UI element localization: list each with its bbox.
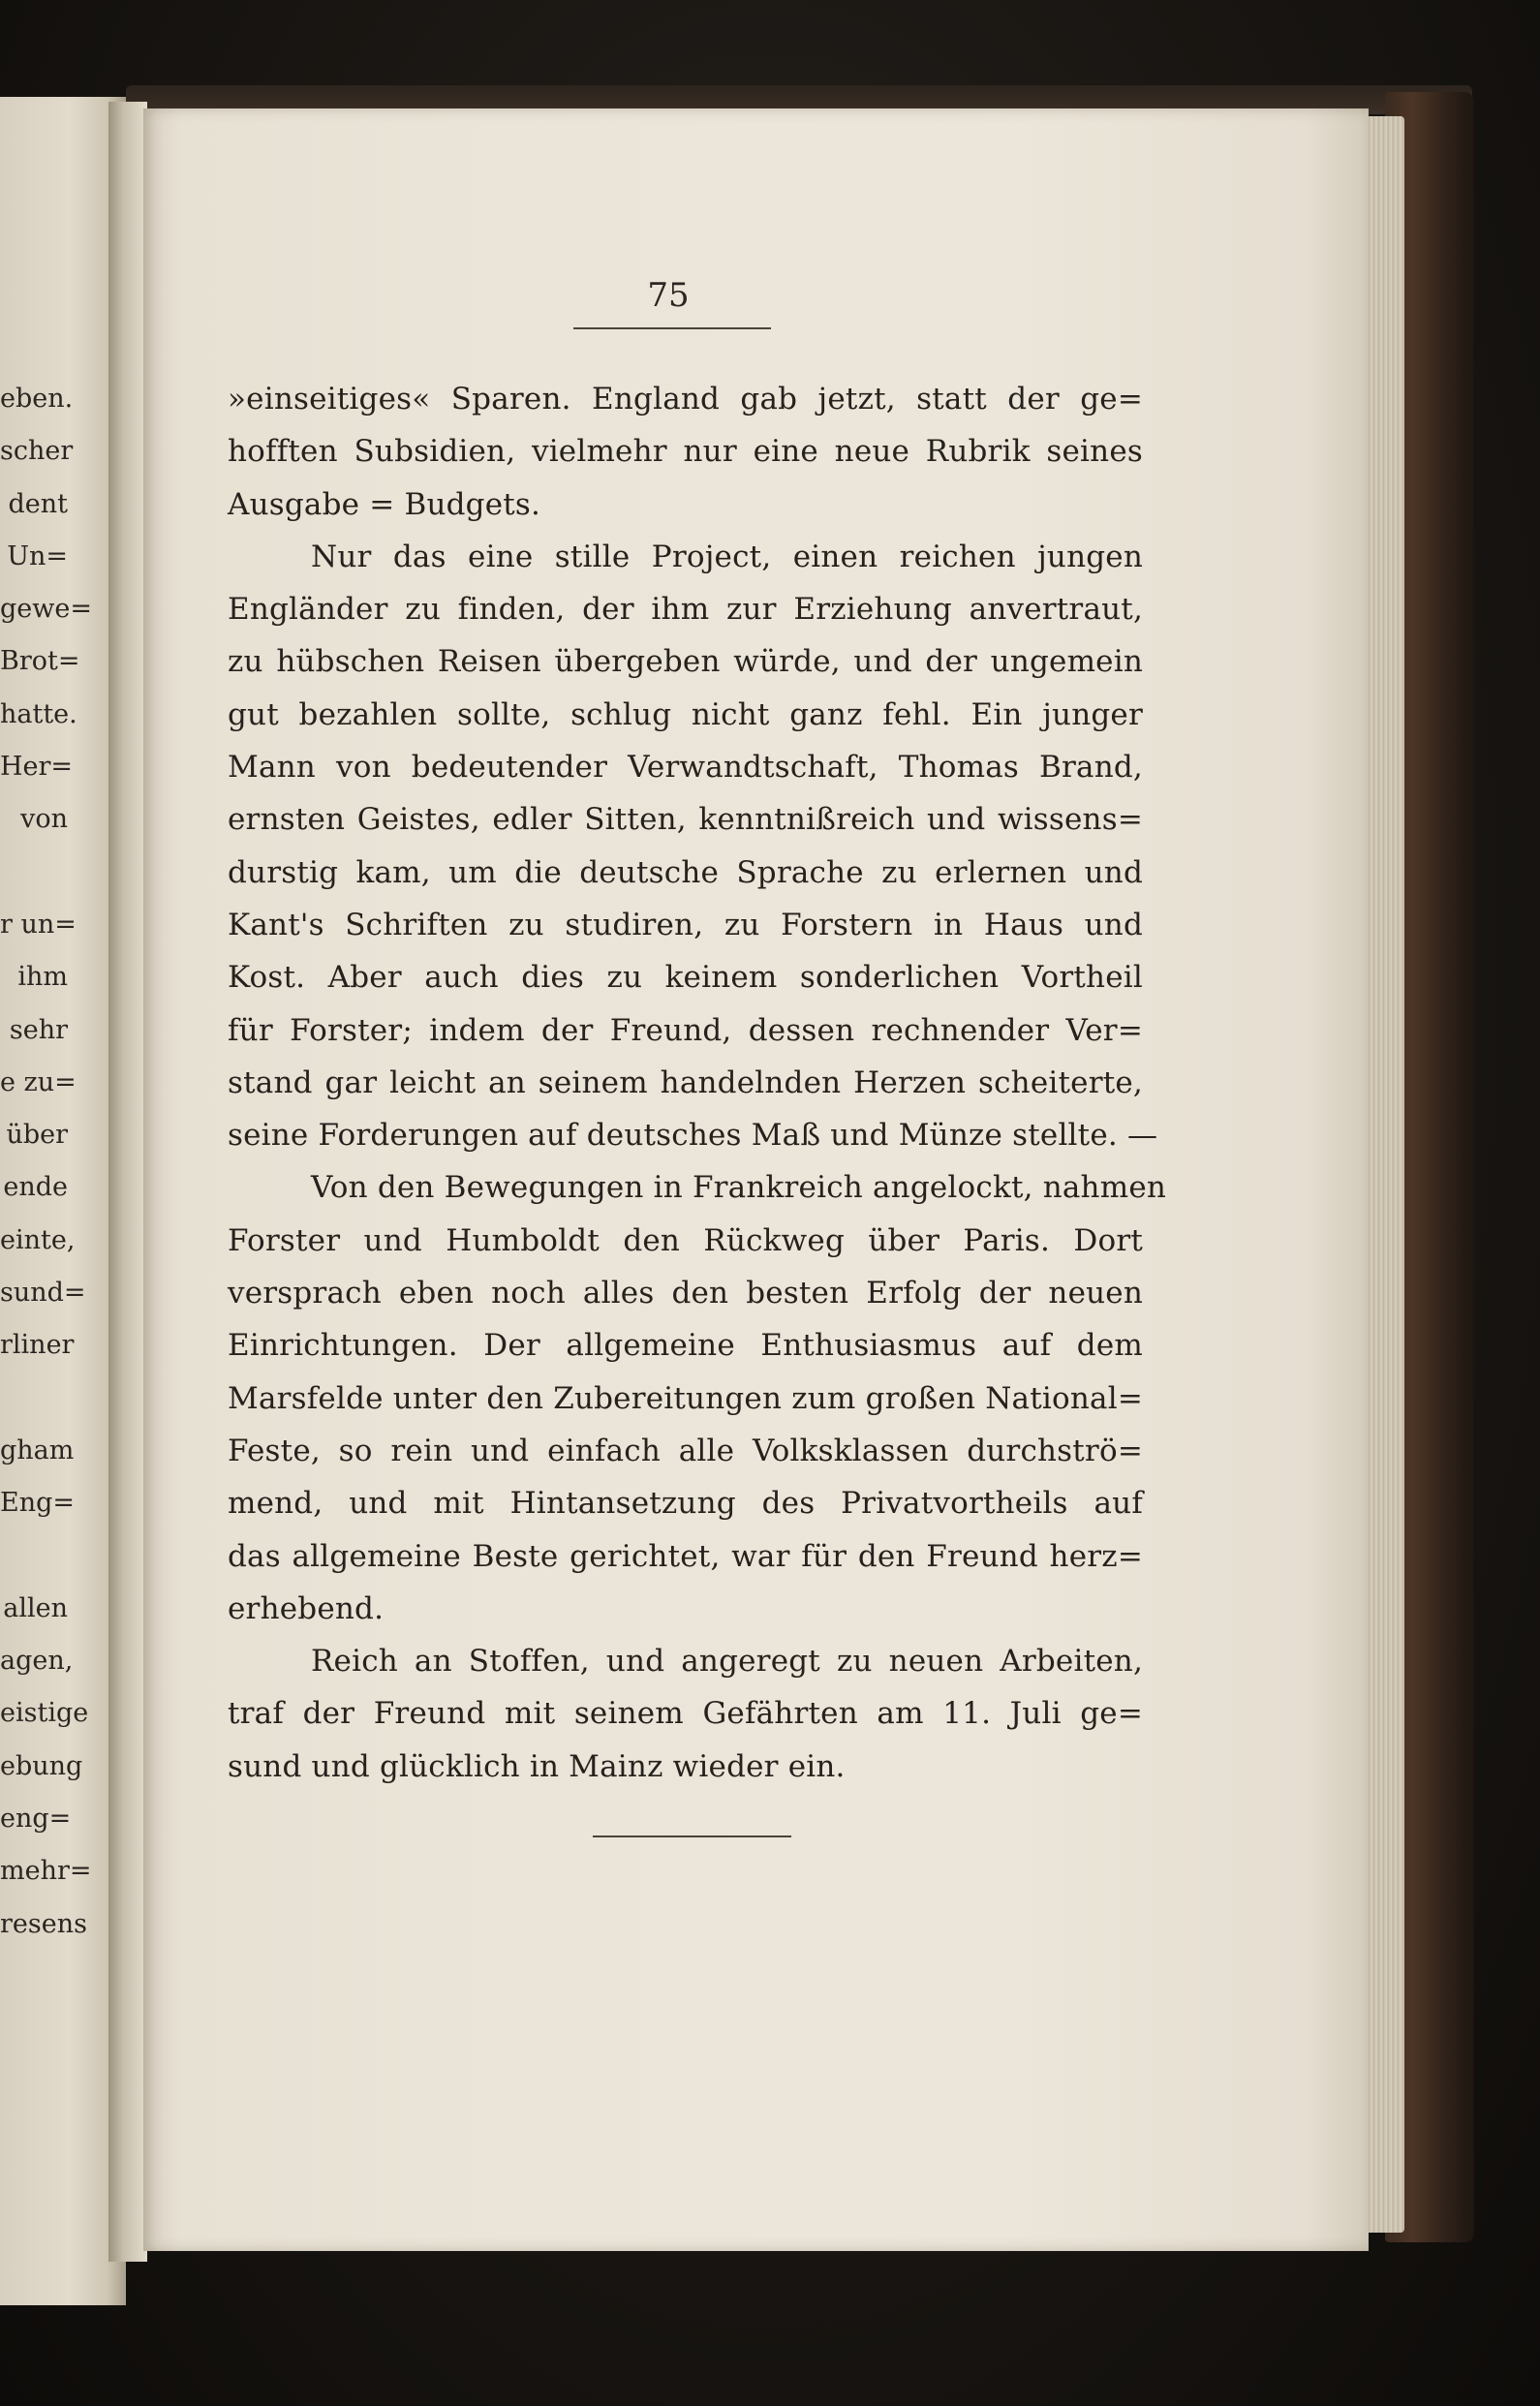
text-line: Nur das eine stille Project, einen reichen jungen — [311, 539, 1143, 574]
page-number: 75 — [647, 276, 690, 315]
left-page-fragment: dent — [8, 488, 68, 519]
left-page-fragment: rliner — [0, 1330, 75, 1361]
text-line: Einrichtungen. Der allgemeine Enthusiasmus auf dem — [228, 1328, 1143, 1364]
left-page-fragment: ende — [3, 1172, 68, 1203]
left-page-fragment: Un= — [7, 540, 68, 571]
text-line: hofften Subsidien, vielmehr nur eine neue Rubrik seines — [228, 434, 1143, 470]
text-line: zu hübschen Reisen übergeben würde, und der ungemein — [228, 644, 1143, 680]
page-body-text — [228, 373, 1167, 1793]
text-line: Reich an Stoffen, und angeregt zu neuen Arbeiten, — [311, 1644, 1143, 1680]
text-line: Von den Bewegungen in Frankreich angelockt, nahmen — [311, 1170, 1167, 1206]
text-line: Ausgabe = Budgets. — [228, 486, 541, 522]
book-gutter — [108, 102, 147, 2262]
text-line: Forster und Humboldt den Rückweg über Paris. Dort — [228, 1222, 1143, 1258]
text-line: Engländer zu finden, der ihm zur Erziehung anvertraut, — [228, 592, 1143, 628]
left-page-fragment: hatte. — [0, 698, 77, 729]
text-line: Feste, so rein und einfach alle Volksklassen durchströ= — [228, 1433, 1143, 1468]
left-page-fragment: sund= — [0, 1278, 86, 1309]
left-page-fragment: gewe= — [0, 594, 92, 625]
left-page-fragment: Her= — [0, 752, 74, 783]
left-page-fragment — [0, 1373, 68, 1425]
text-line: ernsten Geistes, edler Sitten, kenntnißreich und wissens= — [228, 802, 1143, 838]
text-line: sund und glücklich in Mainz wieder ein. — [228, 1748, 846, 1784]
left-page-fragment: ebung — [0, 1750, 83, 1781]
text-line: stand gar leicht an seinem handelnden Herzen scheiterte, — [228, 1064, 1143, 1100]
left-page-fragment: e zu= — [0, 1066, 77, 1097]
text-line: Kost. Aber auch dies zu keinem sonderlichen Vortheil — [228, 960, 1143, 996]
end-rule — [593, 1835, 791, 1837]
left-page-fragment: allen — [3, 1592, 68, 1623]
left-page-fragment: r un= — [0, 909, 77, 940]
text-line: durstig kam, um die deutsche Sprache zu erlernen und — [228, 854, 1143, 890]
text-line: mend, und mit Hintansetzung des Privatvortheils auf — [228, 1486, 1143, 1522]
text-line: Mann von bedeutender Verwandtschaft, Thomas Brand, — [228, 750, 1143, 786]
left-page-fragment: eben. — [0, 384, 74, 414]
left-page-fragment: agen, — [0, 1646, 74, 1677]
text-line: gut bezahlen sollte, schlug nicht ganz fehl. Ein junger — [228, 696, 1143, 732]
text-line: traf der Freund mit seinem Gefährten am 11. Juli ge= — [228, 1696, 1143, 1732]
left-page-fragment: über — [6, 1120, 68, 1151]
text-line: »einseitiges« Sparen. England gab jetzt, statt der ge= — [228, 382, 1143, 416]
left-page-fragment: resens — [0, 1908, 87, 1939]
left-page-fragment: von — [20, 804, 68, 835]
header-rule — [573, 327, 771, 329]
left-page-fragment: Eng= — [0, 1488, 76, 1519]
text-line: das allgemeine Beste gerichtet, war für den Freund herz= — [228, 1538, 1143, 1574]
text-line: erhebend. — [228, 1590, 385, 1626]
left-page-fragment: eng= — [0, 1804, 72, 1835]
left-page-fragment — [0, 1530, 68, 1583]
left-page-fragment — [0, 847, 68, 899]
left-page-fragment: sehr — [9, 1014, 68, 1045]
left-page-fragment: gham — [0, 1434, 75, 1465]
left-page-text — [0, 373, 92, 1951]
left-page-fragment: scher — [0, 436, 74, 467]
text-line: für Forster; indem der Freund, dessen rechnender Ver= — [228, 1012, 1143, 1048]
left-page-fragment: mehr= — [0, 1856, 92, 1887]
left-page-fragment: Brot= — [0, 646, 80, 677]
left-page-fragment: ihm — [17, 962, 68, 993]
text-line: Marsfelde unter den Zubereitungen zum großen National= — [228, 1380, 1143, 1416]
text-line: Kant's Schriften zu studiren, zu Forstern in Haus und — [228, 907, 1143, 942]
text-line: seine Forderungen auf deutsches Maß und Münze stellte. — — [228, 1118, 1158, 1154]
left-page-fragment: eistige — [0, 1698, 89, 1729]
text-line: versprach eben noch alles den besten Erfolg der neuen — [228, 1276, 1143, 1311]
left-page-fragment: einte, — [0, 1224, 76, 1255]
